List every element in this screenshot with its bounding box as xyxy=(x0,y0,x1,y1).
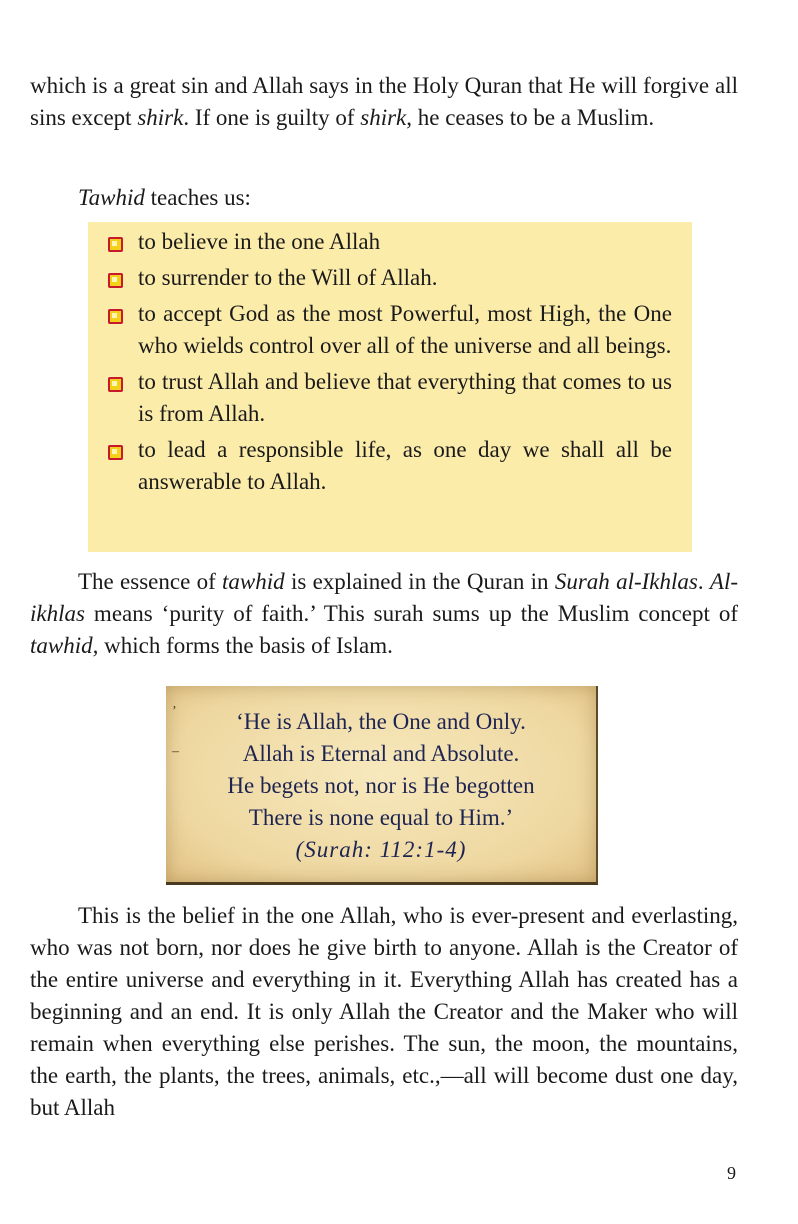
paragraph-belief: This is the belief in the one Allah, who is ever-present and everlasting, who was not born, nor does he give birth to anyone. Allah is the Creator of the entire universe and everything in it. Everything Allah has created has a beginning and an end. It is only Allah the Creator and the Maker who will remain when everything else perishes. The sun, the moon, the mountains, the earth, the plants, the trees, animals, etc.,—all will become dust one day, but Allah xyxy=(30,903,738,1120)
parchment-mark: – xyxy=(172,744,179,759)
list-item-text: to accept God as the most Powerful, most High, the One who wields control over all of the universe and all beings. xyxy=(138,301,672,358)
bullet-square-icon xyxy=(108,309,123,324)
p1-text-2: . If one is guilty of xyxy=(183,105,361,130)
teachings-list xyxy=(88,226,692,502)
quote-block xyxy=(166,706,596,866)
p1-italic-shirk-2: shirk xyxy=(360,105,407,130)
quote-line: There is none equal to Him.’ xyxy=(248,805,514,830)
list-item-text: to lead a responsible life, as one day we shall all be answerable to Allah. xyxy=(138,437,672,494)
parchment-mark: ʼ xyxy=(172,704,177,719)
bullet-square-icon xyxy=(108,273,123,288)
quote-reference: (Surah: 112:1-4) xyxy=(295,837,467,862)
paragraph-essence xyxy=(30,566,738,662)
p3-text-5: which forms the basis of Islam. xyxy=(98,633,393,658)
list-item xyxy=(88,262,692,294)
p3-text-4: means ‘purity of faith.’ This surah sums up the Muslim concept of xyxy=(84,601,738,626)
p3-italic-tawhid-2: tawhid, xyxy=(30,633,99,658)
p3-text-1: The essence of xyxy=(78,569,223,594)
list-item xyxy=(88,298,692,362)
bullet-square-icon xyxy=(108,237,123,252)
list-item xyxy=(88,226,692,258)
p3-italic-alikhlas: Al-ikhlas xyxy=(30,569,739,626)
list-item-text: to believe in the one Allah xyxy=(138,229,381,254)
list-item xyxy=(88,366,692,430)
quote-line: He begets not, nor is He begotten xyxy=(227,773,535,798)
list-item-text: to surrender to the Will of Allah. xyxy=(138,265,438,290)
list-item-text: to trust Allah and believe that everything that comes to us is from Allah. xyxy=(138,369,672,426)
p1-italic-shirk-1: shirk xyxy=(137,105,184,130)
bullet-square-icon xyxy=(108,445,123,460)
p1-text-1: which is a great sin and Allah says in the Holy Quran that He will forgive all sins except xyxy=(30,73,738,130)
quote-line: ‘He is Allah, the One and Only. xyxy=(236,709,526,734)
paragraph-tawhid-intro xyxy=(78,182,738,214)
p3-italic-surah: Surah al-Ikhlas xyxy=(554,569,698,594)
quote-parchment xyxy=(166,686,598,885)
p3-italic-tawhid: tawhid xyxy=(222,569,285,594)
page-number: 9 xyxy=(727,1163,736,1183)
bullet-square-icon xyxy=(108,377,123,392)
p3-text-3: . xyxy=(697,569,710,594)
teachings-box xyxy=(88,222,692,552)
list-item xyxy=(88,434,692,498)
p1-text-3: , he ceases to be a Muslim. xyxy=(406,105,655,130)
quote-line: Allah is Eternal and Absolute. xyxy=(242,741,520,766)
paragraph-shirk xyxy=(30,70,738,134)
p2-italic-tawhid: Tawhid xyxy=(78,185,145,210)
p3-text-2: is explained in the Quran in xyxy=(284,569,555,594)
p2-text: teaches us: xyxy=(144,185,251,210)
